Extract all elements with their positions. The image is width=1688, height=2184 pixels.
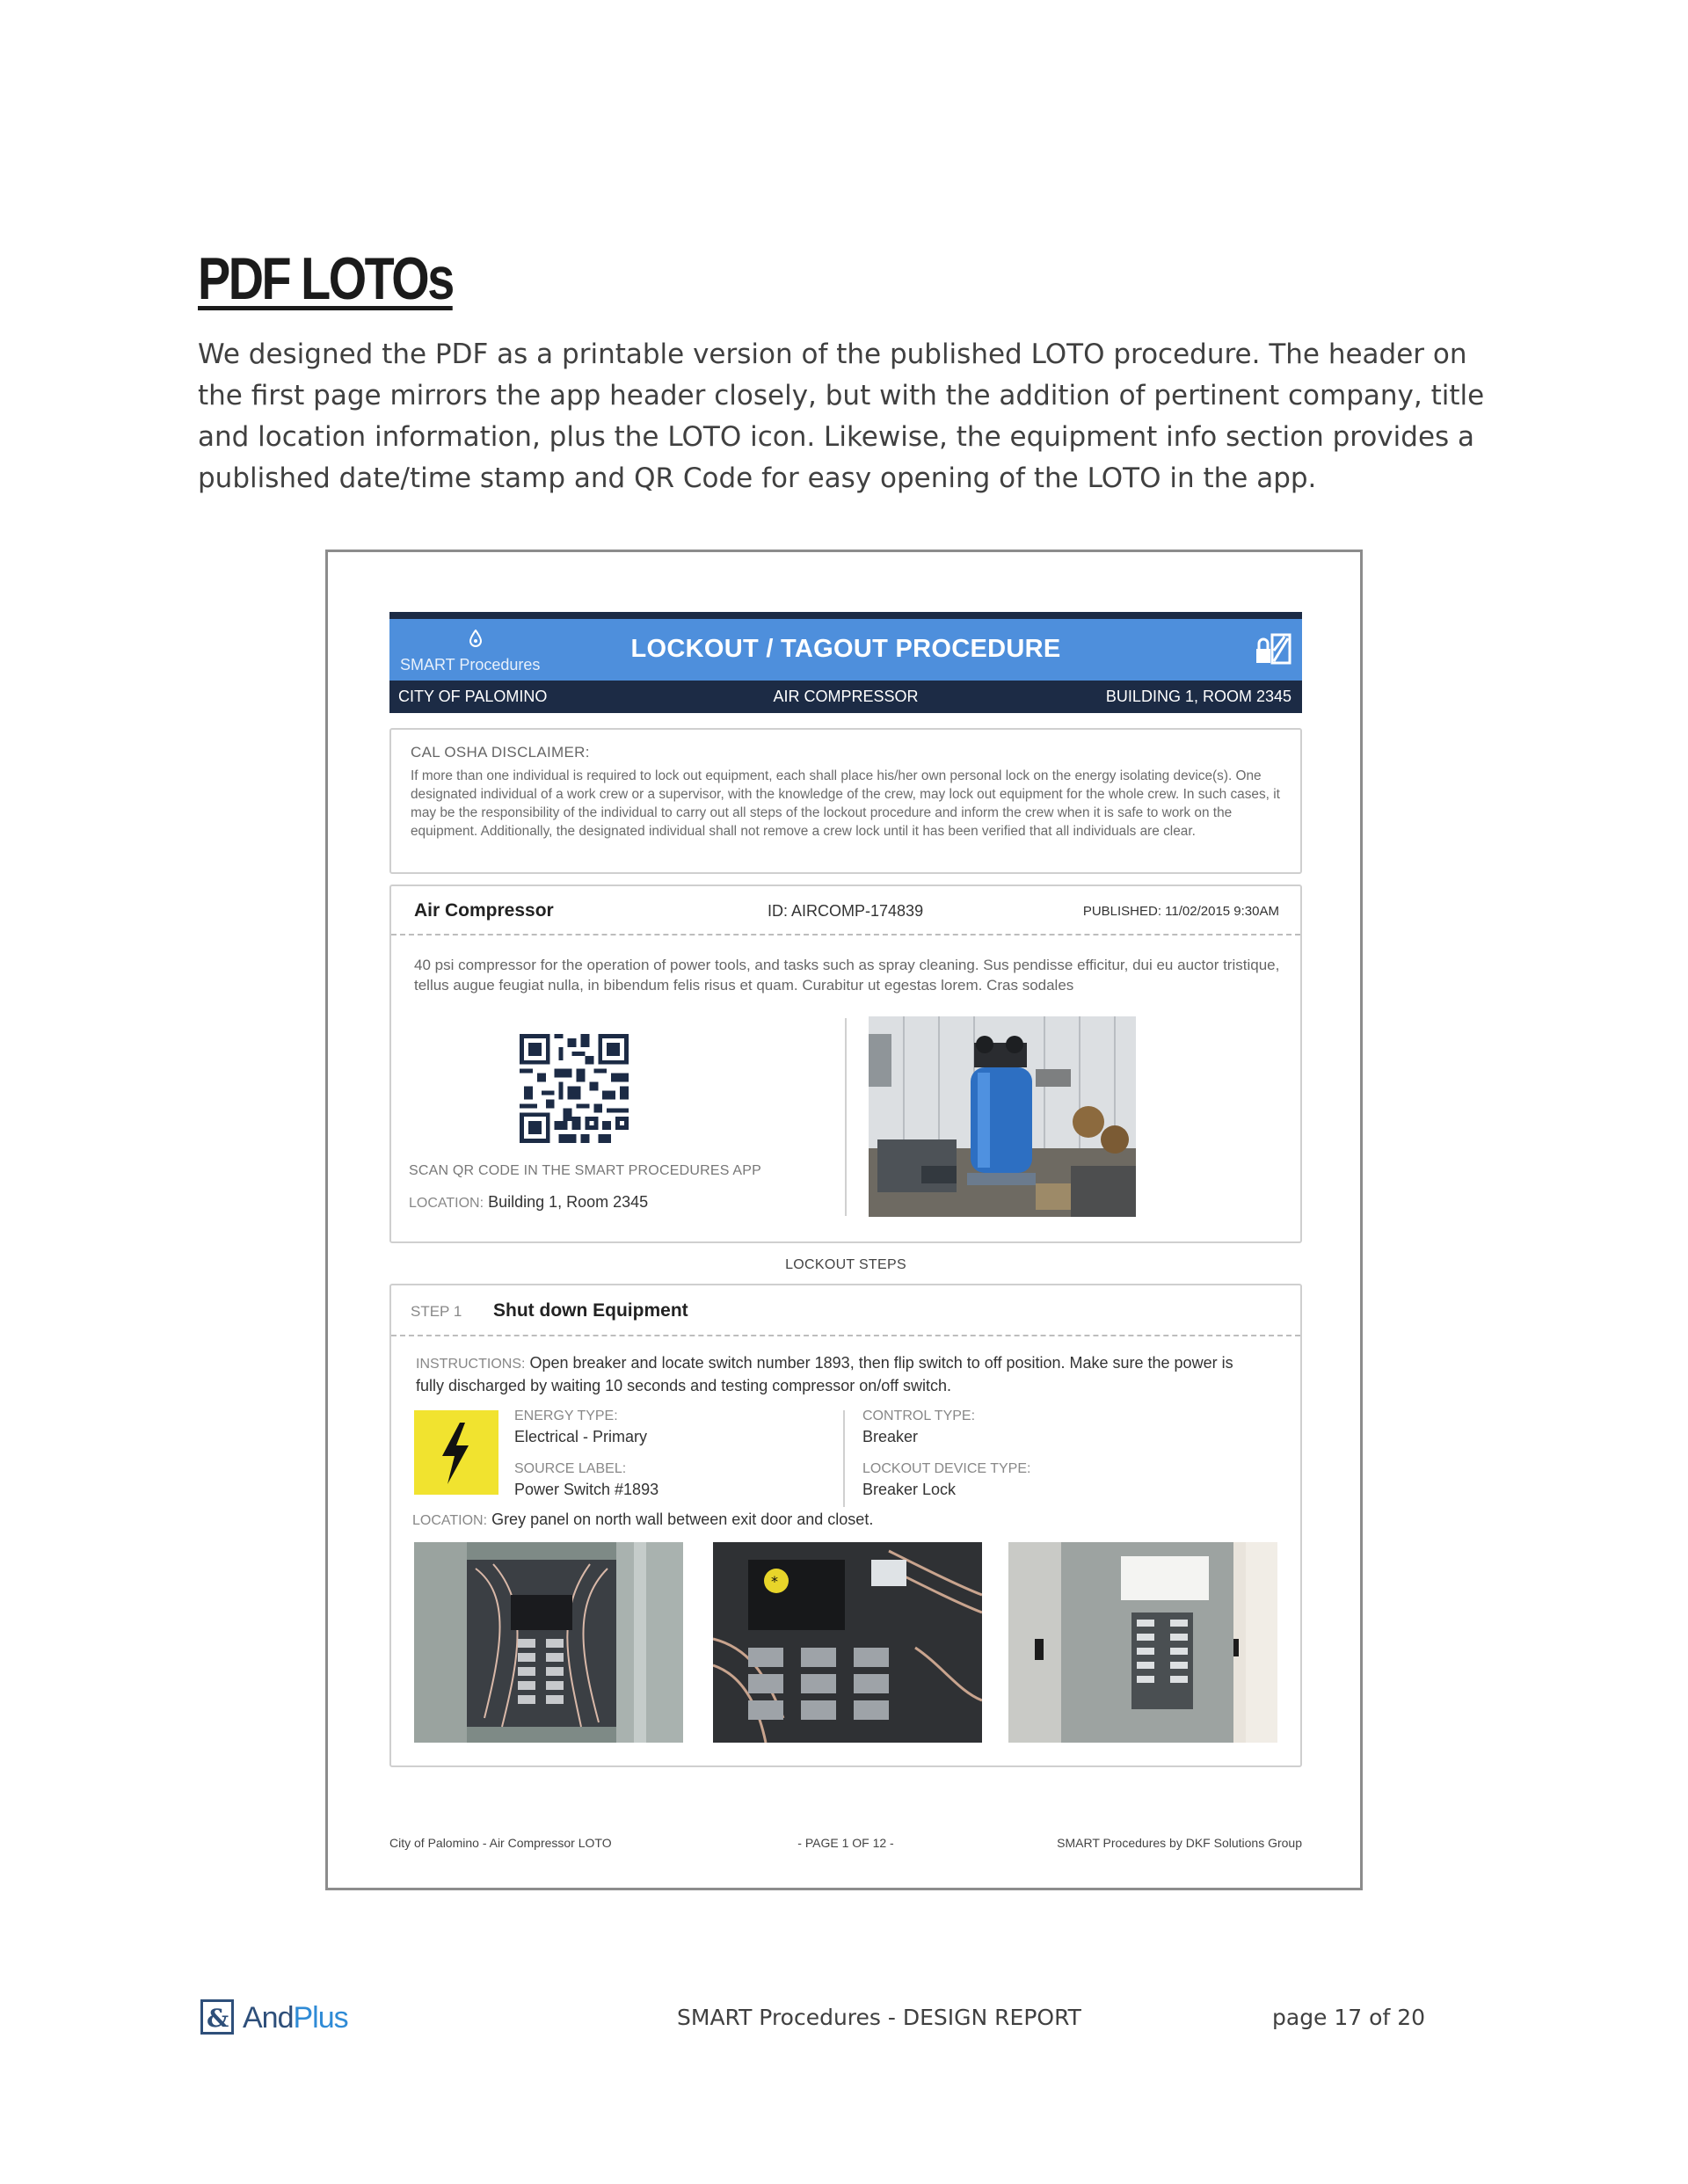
disclaimer-title: CAL OSHA DISCLAIMER: bbox=[411, 744, 590, 761]
source-label-value: Power Switch #1893 bbox=[514, 1481, 659, 1498]
location-name: BUILDING 1, ROOM 2345 bbox=[1105, 688, 1291, 705]
lockout-device-label: LOCKOUT DEVICE TYPE: bbox=[862, 1461, 1031, 1476]
equipment-card bbox=[389, 885, 1302, 1243]
brand-name: SMART Procedures bbox=[400, 656, 541, 673]
energy-type-label: ENERGY TYPE: bbox=[514, 1409, 618, 1423]
lockout-steps-heading: LOCKOUT STEPS bbox=[785, 1257, 906, 1272]
source-label-label: SOURCE LABEL: bbox=[514, 1461, 627, 1476]
report-title: SMART Procedures - DESIGN REPORT bbox=[677, 2005, 1081, 2030]
instructions-text: Open breaker and locate switch number 1893, then flip switch to off position. Make sure the power is fully discharged by waiting 10 seconds and testing compressor on/off switch. bbox=[416, 1354, 1233, 1394]
section-title: PDF LOTOs bbox=[198, 245, 453, 312]
step-number: STEP 1 bbox=[411, 1303, 462, 1320]
pdf-footer-page: - PAGE 1 OF 12 - bbox=[797, 1836, 894, 1850]
main-breaker-photo bbox=[713, 1542, 982, 1743]
logo-mark: & bbox=[200, 1999, 234, 2035]
divider bbox=[845, 1018, 847, 1216]
procedure-title: LOCKOUT / TAGOUT PROCEDURE bbox=[630, 635, 1061, 663]
disclaimer-body: If more than one individual is required to lock out equipment, each shall place his/her own personal lock on the energy isolating device(s). One designated individual of a work crew or a supervisor, with the knowledge of the crew, may lock out equipment for the whole crew. In such cases, it may be the responsibility of the individual to carry out all steps of the lockout procedure and inform the crew when it is safe to work on the equipment. Additionally, the designated individual shall not remove a crew lock until it has been verified that all individuals are clear. bbox=[411, 768, 1280, 839]
svg-text:*: * bbox=[771, 1573, 778, 1590]
page-number: page 17 of 20 bbox=[1272, 2005, 1425, 2030]
breaker-panel-photo bbox=[414, 1542, 683, 1743]
step-location bbox=[412, 1511, 873, 1529]
pdf-header bbox=[389, 612, 1302, 713]
step-header bbox=[391, 1285, 1300, 1336]
step-instructions bbox=[416, 1352, 1260, 1396]
pdf-page-preview bbox=[325, 550, 1363, 1890]
header-banner bbox=[389, 619, 1302, 681]
control-type-value: Breaker bbox=[862, 1428, 919, 1445]
step-title: Shut down Equipment bbox=[493, 1300, 688, 1321]
equipment-name: AIR COMPRESSOR bbox=[773, 688, 919, 705]
equipment-header bbox=[391, 886, 1300, 935]
header-top-line bbox=[389, 612, 1302, 619]
qr-code bbox=[520, 1034, 629, 1143]
intro-paragraph: We designed the PDF as a printable version of the published LOTO procedure. The header on the first page mirrors the app header closely, but with the addition of pertinent company, title and location information, plus the LOTO icon. Likewise, the equipment info section provides a published date/time stamp and QR Code for easy opening of the LOTO in the app. bbox=[198, 339, 1485, 494]
disclaimer-card bbox=[389, 728, 1302, 874]
published-stamp: PUBLISHED: 11/02/2015 9:30AM bbox=[1082, 904, 1279, 919]
lightning-bolt-icon bbox=[414, 1410, 498, 1495]
equipment-id: ID: AIRCOMP-174839 bbox=[768, 902, 924, 920]
step-location-label: LOCATION: bbox=[412, 1513, 488, 1528]
step-card bbox=[389, 1284, 1302, 1767]
equipment-title: Air Compressor bbox=[414, 900, 554, 921]
pdf-footer-left: City of Palomino - Air Compressor LOTO bbox=[389, 1836, 612, 1850]
energy-type-value: Electrical - Primary bbox=[514, 1428, 648, 1445]
compressor-photo bbox=[869, 1016, 1136, 1217]
closed-panel-photo bbox=[1008, 1542, 1277, 1743]
equipment-location bbox=[409, 1193, 648, 1212]
instructions-label: INSTRUCTIONS: bbox=[416, 1357, 526, 1372]
header-info-bar bbox=[389, 681, 1302, 713]
energy-type-badge bbox=[414, 1410, 498, 1495]
lockout-device-value: Breaker Lock bbox=[862, 1481, 957, 1498]
step-location-value: Grey panel on north wall between exit door and closet. bbox=[491, 1511, 874, 1528]
qr-caption: SCAN QR CODE IN THE SMART PROCEDURES APP bbox=[409, 1163, 761, 1178]
company-name: CITY OF PALOMINO bbox=[398, 688, 548, 705]
logo-wordmark: AndPlus bbox=[243, 2001, 348, 2035]
equipment-location-label: LOCATION: bbox=[409, 1196, 484, 1211]
pdf-footer-right: SMART Procedures by DKF Solutions Group bbox=[1057, 1836, 1302, 1850]
loto-lock-icon bbox=[1255, 633, 1291, 666]
divider bbox=[843, 1410, 845, 1507]
andplus-logo bbox=[200, 1998, 359, 2038]
control-type-label: CONTROL TYPE: bbox=[862, 1409, 976, 1423]
equipment-location-value: Building 1, Room 2345 bbox=[488, 1193, 649, 1211]
equipment-description: 40 psi compressor for the operation of power tools, and tasks such as spray cleaning. Sus pendisse efficitur, dui eu auctor tristique, tellus augue feugiat nulla, in bibendum felis risus et quam. Curabitur ut egestas lorem. Cras sodales bbox=[414, 957, 1280, 994]
